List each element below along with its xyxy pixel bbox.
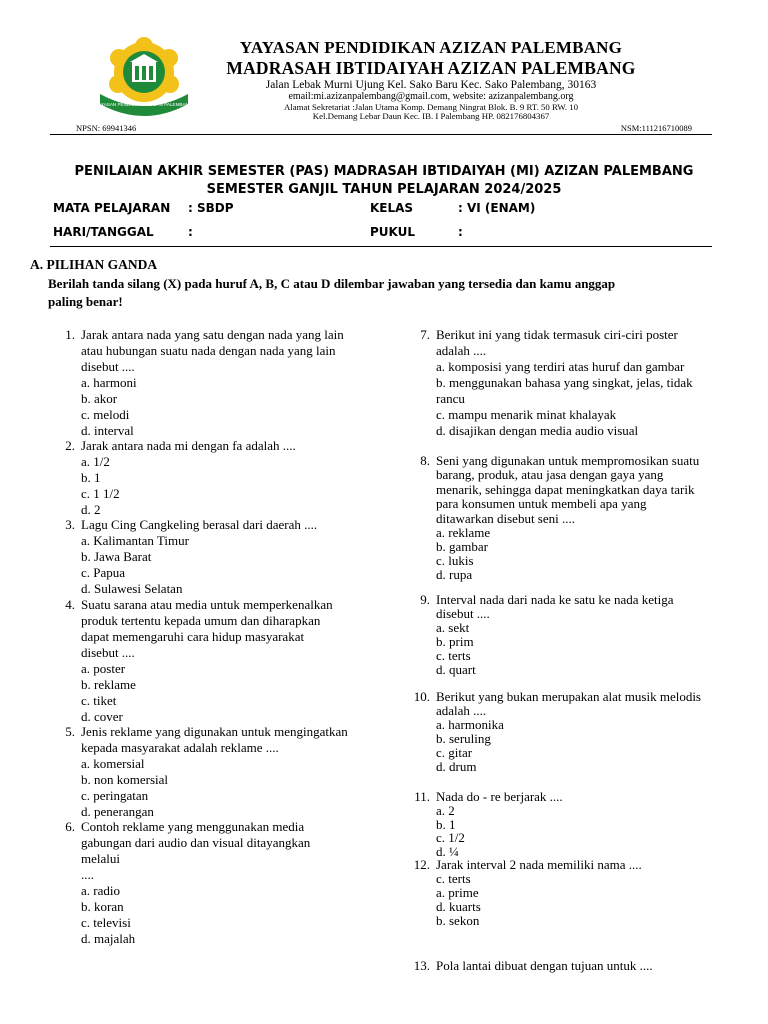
question-number: 6. (65, 819, 75, 834)
answer-option: d. kuarts (436, 899, 481, 915)
date-value: : (188, 225, 193, 239)
question-text: melalui (81, 851, 120, 866)
question-text: menarik, sehingga dapat meningkatkan daya tarik (436, 481, 695, 497)
answer-option: d. ¼ (436, 844, 459, 859)
instruction-line: paling benar! (48, 294, 123, 309)
npsn-number: NPSN: 69941346 (76, 123, 137, 133)
question-text: Interval nada dari nada ke satu ke nada ketiga (436, 592, 674, 607)
answer-option: b. seruling (436, 731, 491, 747)
question-text: disebut .... (81, 645, 135, 660)
question-text: dapat memengaruhi cara hidup masyarakat (81, 629, 305, 644)
secretariat-address-2: Kel.Demang Lebar Daun Kec. IB. I Palembang HP. 082176804367 (312, 111, 550, 121)
question-number: 9. (420, 592, 430, 607)
question-number: 8. (420, 453, 430, 468)
school-address: Jalan Lebak Murni Ujung Kel. Sako Baru Kec. Sako Palembang, 30163 (265, 79, 597, 91)
answer-option: a. 1/2 (81, 454, 110, 469)
question-text: Pola lantai dibuat dengan tujuan untuk .... (436, 958, 653, 973)
question-text: atau hubungan suatu nada dengan nada yang lain (81, 343, 336, 358)
header-divider (50, 134, 712, 135)
question-text: Jenis reklame yang digunakan untuk mengingatkan (81, 724, 348, 739)
answer-option: d. interval (81, 423, 134, 438)
logo-star-shape (109, 37, 179, 102)
question-number: 1. (65, 327, 75, 342)
question-text: Nada do - re berjarak .... (436, 789, 563, 804)
section-heading: A. PILIHAN GANDA (30, 257, 158, 272)
answer-option: c. mampu menarik minat khalayak (436, 407, 617, 422)
answer-option: c. tiket (81, 693, 117, 708)
answer-option: c. Papua (81, 565, 126, 580)
question-text: Contoh reklame yang menggunakan media (81, 819, 305, 834)
answer-option: c. 1/2 (436, 830, 465, 846)
answer-option: b. koran (81, 899, 124, 914)
answer-option: d. Sulawesi Selatan (81, 581, 183, 596)
class-value: : VI (ENAM) (458, 201, 536, 215)
question-text: .... (81, 867, 94, 882)
secretariat-address: Alamat Sekretariat :Jalan Utama Komp. Demang Ningrat Blok. B. 9 RT. 50 RW. 10 (283, 102, 579, 112)
question-number: 11. (414, 789, 430, 804)
answer-option: a. prime (436, 885, 479, 901)
answer-option: c. melodi (81, 407, 130, 422)
date-label: HARI/TANGGAL (53, 225, 154, 239)
answer-option: d. disajikan dengan media audio visual (436, 423, 639, 438)
question-text: Jarak antara nada mi dengan fa adalah .... (81, 438, 296, 453)
school-logo (92, 36, 196, 116)
answer-option: b. 1 (436, 816, 456, 832)
question-text: Seni yang digunakan untuk mempromosikan suatu (436, 453, 700, 468)
answer-option: c. 1 1/2 (81, 486, 120, 501)
answer-option: d. rupa (436, 567, 473, 582)
answer-option: b. menggunakan bahasa yang singkat, jelas, tidak (436, 375, 693, 390)
answer-option: b. prim (436, 634, 474, 650)
question-text: Berikut yang bukan merupakan alat musik melodis (436, 689, 701, 704)
time-label: PUKUL (370, 225, 416, 239)
question-text: disebut .... (81, 359, 135, 374)
answer-option: a. poster (81, 661, 126, 676)
answer-option: b. non komersial (81, 772, 169, 787)
section-instructions (48, 275, 718, 311)
question-text: para konsumen untuk membeli apa yang (436, 496, 647, 512)
exam-title: PENILAIAN AKHIR SEMESTER (PAS) MADRASAH IBTIDAIYAH (MI) AZIZAN PALEMBANG (74, 164, 694, 179)
question-text: Suatu sarana atau media untuk memperkenalkan (81, 597, 333, 612)
answer-option: a. harmonika (436, 717, 504, 733)
question-text: disebut .... (436, 606, 490, 622)
answer-option: b. 1 (81, 470, 101, 485)
exam-semester: SEMESTER GANJIL TAHUN PELAJARAN 2024/2025 (206, 182, 562, 197)
answer-option: d. drum (436, 759, 477, 775)
question-text: Lagu Cing Cangkeling berasal dari daerah .... (81, 517, 318, 532)
answer-option: c. lukis (436, 553, 474, 568)
question-number: 5. (65, 724, 75, 739)
question-text: Berikut ini yang tidak termasuk ciri-ciri poster (436, 327, 678, 342)
answer-option: a. sekt (436, 620, 470, 636)
question-text: adalah .... (436, 343, 487, 358)
answer-option: c. terts (436, 648, 471, 664)
answer-option: d. 2 (81, 502, 101, 517)
answer-option: c. peringatan (81, 788, 149, 803)
answer-option: d. quart (436, 662, 476, 678)
answer-option: a. komersial (81, 756, 145, 771)
answer-option: d. cover (81, 709, 123, 724)
question-number: 3. (65, 517, 75, 532)
answer-option: a. komposisi yang terdiri atas huruf dan gambar (436, 359, 685, 374)
school-contact: email:mi.azizanpalembang@gmail.com, website: azizanpalembang.org (288, 91, 574, 102)
answer-option: a. harmoni (81, 375, 137, 390)
answer-option: d. penerangan (81, 804, 154, 819)
foundation-name: YAYASAN PENDIDIKAN AZIZAN PALEMBANG (239, 38, 623, 57)
letterhead (0, 0, 768, 140)
answer-option: a. Kalimantan Timur (81, 533, 189, 548)
answer-option: b. reklame (81, 677, 136, 692)
question-text: barang, produk, atau jasa dengan gaya yang (436, 467, 664, 483)
answer-option: b. gambar (436, 539, 488, 554)
question-text: Jarak interval 2 nada memiliki nama .... (436, 857, 642, 872)
nsm-number: NSM:111216710089 (620, 123, 692, 133)
time-value: : (458, 225, 463, 239)
answer-option: b. Jawa Barat (81, 549, 152, 564)
answer-option: rancu (436, 391, 465, 406)
school-name: MADRASAH IBTIDAIYAH AZIZAN PALEMBANG (226, 58, 636, 78)
answer-option: d. majalah (81, 931, 136, 946)
subject-label: MATA PELAJARAN (53, 201, 171, 215)
question-text: kepada masyarakat adalah reklame .... (81, 740, 279, 755)
answer-option: b. akor (81, 391, 118, 406)
question-number: 2. (65, 438, 75, 453)
question-text: gabungan dari audio dan visual ditayangkan (81, 835, 311, 850)
answer-option: a. 2 (436, 803, 455, 819)
subject-value: : SBDP (188, 201, 234, 215)
logo-ribbon-text: YAYASAN PENDIDIKAN AZIZAN PALEMBANG (95, 102, 193, 107)
info-divider (50, 246, 712, 247)
instruction-line: Berilah tanda silang (X) pada huruf A, B, C atau D dilembar jawaban yang tersedia dan kamu anggap (48, 276, 616, 291)
class-label: KELAS (370, 201, 414, 215)
question-number: 10. (413, 689, 430, 704)
question-text: ditawarkan disebut seni .... (436, 510, 575, 526)
question-text: adalah .... (436, 703, 487, 719)
question-number: 12. (413, 857, 430, 872)
question-number: 13. (413, 958, 430, 973)
question-number: 7. (420, 327, 430, 342)
answer-option: a. reklame (436, 525, 491, 540)
question-number: 4. (65, 597, 75, 612)
answer-option: a. radio (81, 883, 120, 898)
answer-option: c. gitar (436, 745, 473, 761)
answer-option: b. sekon (436, 913, 480, 929)
question-text: Jarak antara nada yang satu dengan nada yang lain (81, 327, 344, 342)
answer-option: c. televisi (81, 915, 131, 930)
question-text: produk tertentu kepada umum dan diharapkan (81, 613, 321, 628)
answer-option: c. terts (436, 871, 471, 887)
